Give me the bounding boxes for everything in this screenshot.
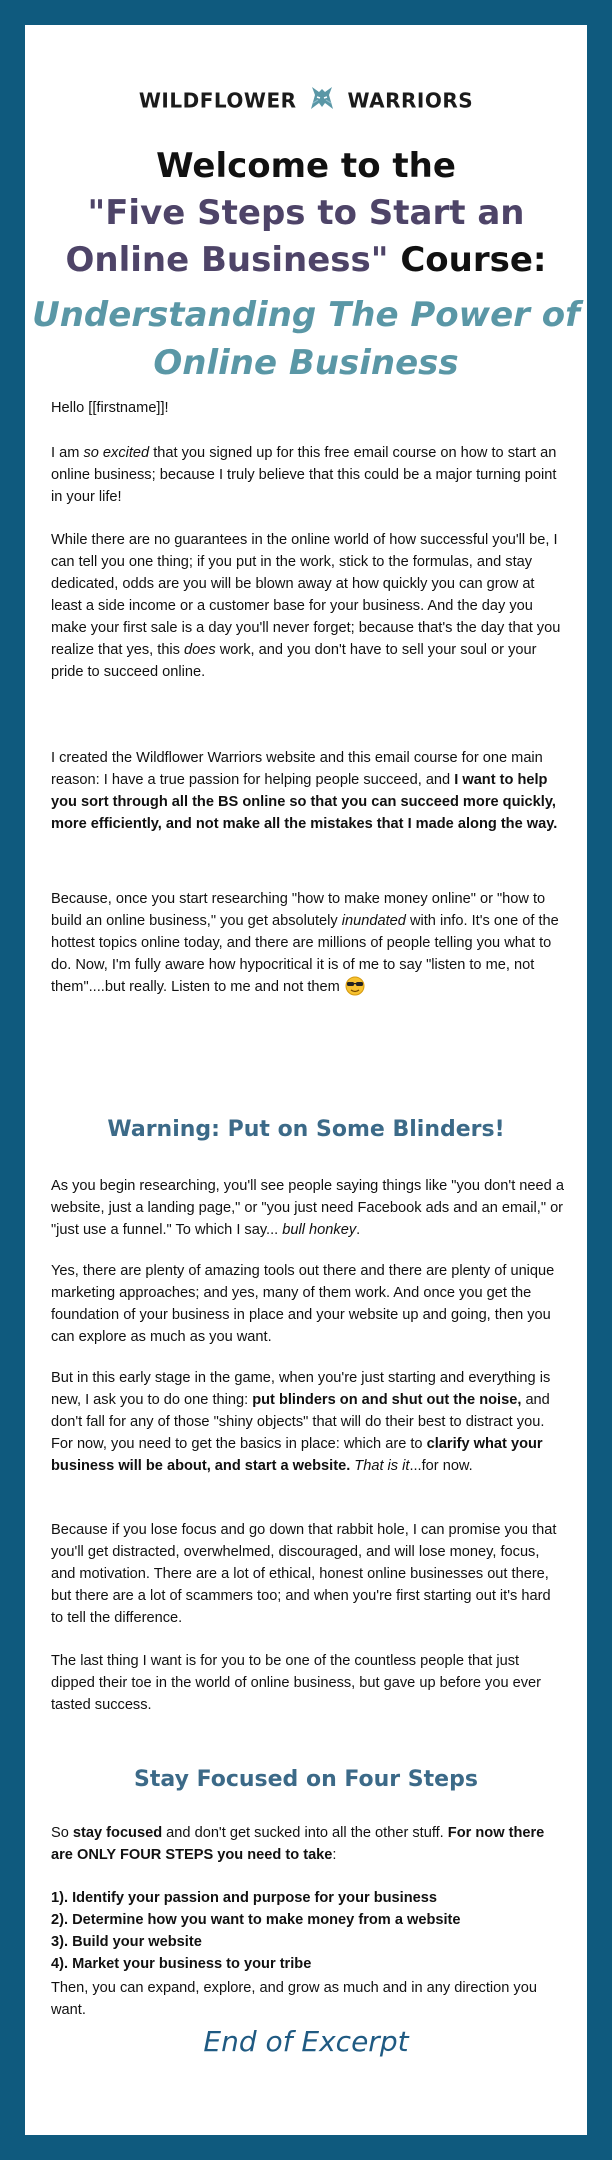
four-steps-list xyxy=(51,1887,565,1975)
sunglasses-emoji xyxy=(344,976,366,996)
document-page xyxy=(25,25,587,2135)
title-line-3-rest: Course: xyxy=(388,240,547,280)
brand-right-word: WARRIORS xyxy=(347,88,474,113)
warning-paragraph-4: Because if you lose focus and go down that rabbit hole, I can promise you that you'll get distracted, overwhelmed, discouraged, and will lose money, focus, and motivation. There are a lot of ethical, honest online businesses out there, but there are a lot of scammers too; and when you're first starting out it's hard to tell the difference. xyxy=(51,1522,557,1626)
list-item: 3). Build your website xyxy=(51,1934,202,1950)
intro-paragraph-2: While there are no guarantees in the online world of how successful you'll be, I can tell you one thing; if you put in the work, stick to the formulas, and stay dedicated, odds are you will be blown away at how quickly you can grow at least a side income or a customer base for your business. And the day you make your first sale is a day you'll never forget; because that's the day that you realize that yes, this does work, and you don't have to sell your soul or your pride to succeed online. xyxy=(51,532,561,680)
subtitle-line-1: Understanding The Power of xyxy=(32,295,580,335)
warning-heading: Warning: Put on Some Blinders! xyxy=(107,1117,505,1142)
subtitle-line-2: Online Business xyxy=(153,343,459,383)
title-line-3-highlight: Online Business" xyxy=(65,240,389,280)
list-item: 1). Identify your passion and purpose for your business xyxy=(51,1890,437,1906)
greeting: Hello [[firstname]]! xyxy=(51,400,169,416)
brand-left-word: WILDFLOWER xyxy=(138,88,297,113)
focus-heading: Stay Focused on Four Steps xyxy=(134,1767,478,1792)
warning-paragraph-1: As you begin researching, you'll see people saying things like "you don't need a website, just a landing page," or "you just need Facebook ads and an email," or "just use a funnel." To which I say... bull honkey. xyxy=(51,1178,564,1238)
title-line-1: Welcome to the xyxy=(156,146,456,186)
list-item: 2). Determine how you want to make money from a website xyxy=(51,1912,461,1928)
intro-paragraph-1: I am so excited that you signed up for this free email course on how to start an online business; because I truly believe that this could be a major turning point in your life! xyxy=(51,445,557,505)
warning-paragraph-2: Yes, there are plenty of amazing tools out there and there are plenty of unique marketing approaches; and yes, many of them work. And once you get the foundation of your business in place and your website up and going, then you can explore as much as you want. xyxy=(51,1263,555,1345)
focus-paragraph-2: Then, you can expand, explore, and grow as much and in any direction you want. xyxy=(51,1980,537,2018)
warning-paragraph-5: The last thing I want is for you to be one of the countless people that just dipped their toe in the world of online business, but gave up before you ever tasted success. xyxy=(51,1653,542,1713)
wolf-icon xyxy=(307,83,337,118)
title-line-2: "Five Steps to Start an xyxy=(87,193,525,233)
focus-paragraph-1: So stay focused and don't get sucked into all the other stuff. For now there are ONLY FOUR STEPS you need to take: xyxy=(51,1825,545,1863)
warning-paragraph-3: But in this early stage in the game, when you're just starting and everything is new, I ask you to do one thing: put blinders on and shut out the noise, and don't fall for any of those "shiny objects" that will do their best to distract you. For now, you need to get the basics in place: which are to clarify what your business will be about, and start a website. That is it...for now. xyxy=(51,1370,551,1474)
list-item: 4). Market your business to your tribe xyxy=(51,1956,312,1972)
intro-paragraph-3: I created the Wildflower Warriors website and this email course for one main reason: I have a true passion for helping people succeed, and I want to help you sort through all the BS online so that you can succeed more quickly, more efficiently, and not make all the mistakes that I made along the way. xyxy=(51,750,558,832)
brand-logo xyxy=(25,83,587,118)
page-title xyxy=(25,143,587,284)
intro-paragraph-4: Because, once you start researching "how to make money online" or "how to build an online business," you get absolutely inundated with info. It's one of the hottest topics online today, and there are millions of people telling you what to do. Now, I'm fully aware how hypocritical it is of me to say "listen to me, not them"....but really. Listen to me and not them xyxy=(51,891,559,995)
page-subtitle xyxy=(25,291,587,387)
end-of-excerpt: End of Excerpt xyxy=(203,2025,409,2058)
